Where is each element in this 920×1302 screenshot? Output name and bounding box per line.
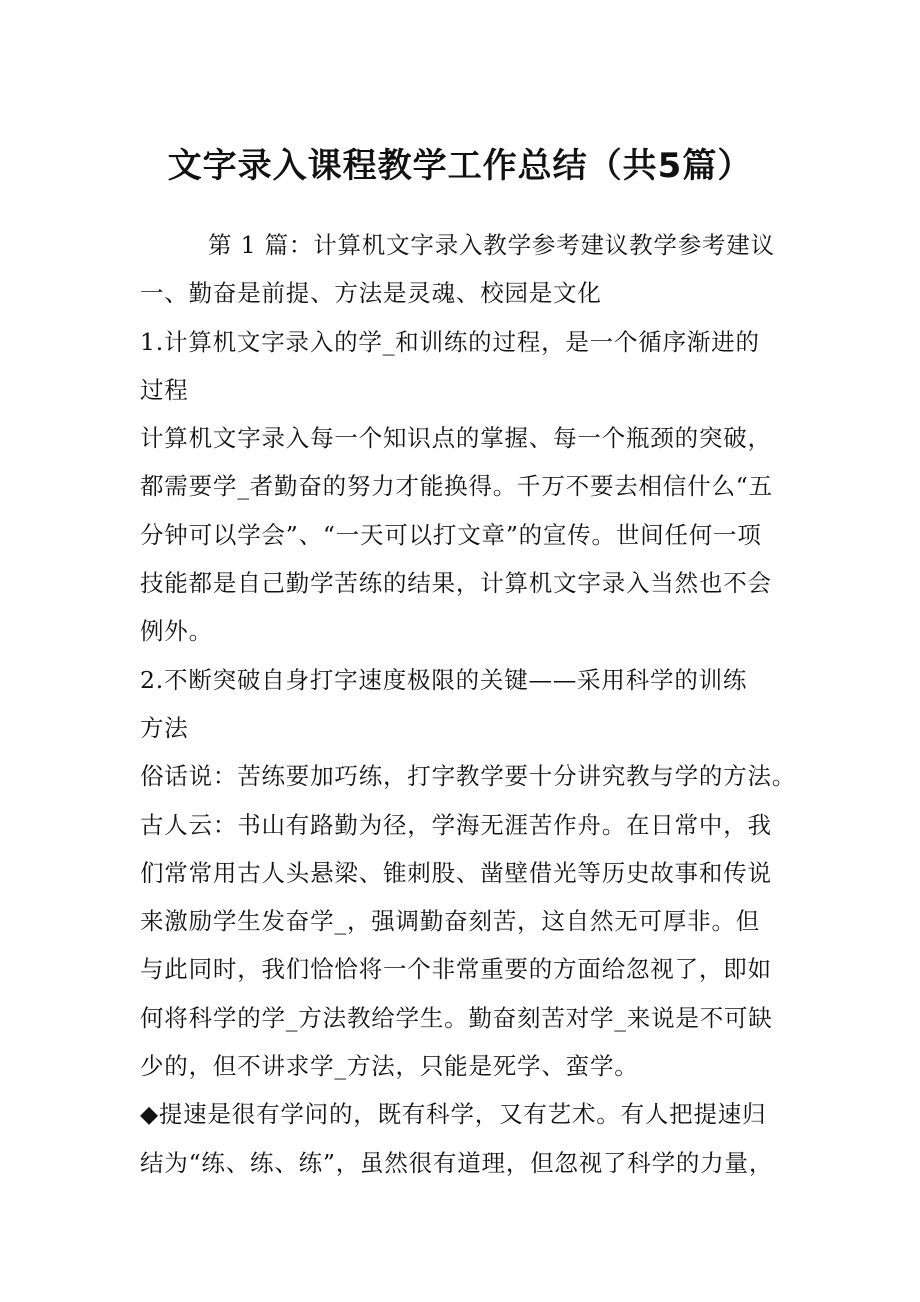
paragraph-line: 都需要学_者勤奋的努力才能换得。千万不要去相信什么“五 <box>140 472 773 501</box>
subheading-line: 1.计算机文字录入的学_和训练的过程，是一个循序渐进的 <box>140 327 760 356</box>
paragraph-line: 技能都是自己勤学苦练的结果，计算机文字录入当然也不会 <box>140 569 772 598</box>
paragraph-line: 结为“练、练、练”，虽然很有道理，但忽视了科学的力量， <box>140 1148 774 1177</box>
paragraph-line: 们常常用古人头悬梁、锥刺股、凿壁借光等历史故事和传说 <box>140 858 772 887</box>
document-title: 文字录入课程教学工作总结（共5篇） <box>167 146 753 186</box>
paragraph-line: 例外。 <box>140 617 213 646</box>
subheading-line: 方法 <box>140 713 189 742</box>
paragraph-line: 俗话说：苦练要加巧练，打字教学要十分讲究教与学的方法。 <box>140 762 797 791</box>
paragraph-line: 来激励学生发奋学_，强调勤奋刻苦，这自然无可厚非。但 <box>140 907 761 936</box>
document-body <box>140 221 797 1187</box>
paragraph-line: 何将科学的学_方法教给学生。勤奋刻苦对学_来说是不可缺 <box>140 1003 773 1032</box>
paragraph-line: 计算机文字录入每一个知识点的掌握、每一个瓶颈的突破， <box>140 424 772 453</box>
section-heading: 一、勤奋是前提、方法是灵魂、校园是文化 <box>140 279 602 308</box>
article-heading: 第 1 篇：计算机文字录入教学参考建议教学参考建议 <box>208 231 775 259</box>
subheading-line: 2.不断突破自身打字速度极限的关键——采用科学的训练 <box>140 665 748 694</box>
bullet-paragraph-line: ◆提速是很有学问的，既有科学，又有艺术。有人把提速归 <box>140 1100 767 1129</box>
paragraph-line: 古人云：书山有路勤为径，学海无涯苦作舟。在日常中，我 <box>140 810 772 839</box>
subheading-line: 过程 <box>140 375 189 404</box>
paragraph-line: 分钟可以学会”、“一天可以打文章”的宣传。世间任何一项 <box>140 520 762 549</box>
paragraph-line: 少的，但不讲求学_方法，只能是死学、蛮学。 <box>140 1052 639 1081</box>
paragraph-line: 与此同时，我们恰恰将一个非常重要的方面给忽视了，即如 <box>140 955 772 984</box>
